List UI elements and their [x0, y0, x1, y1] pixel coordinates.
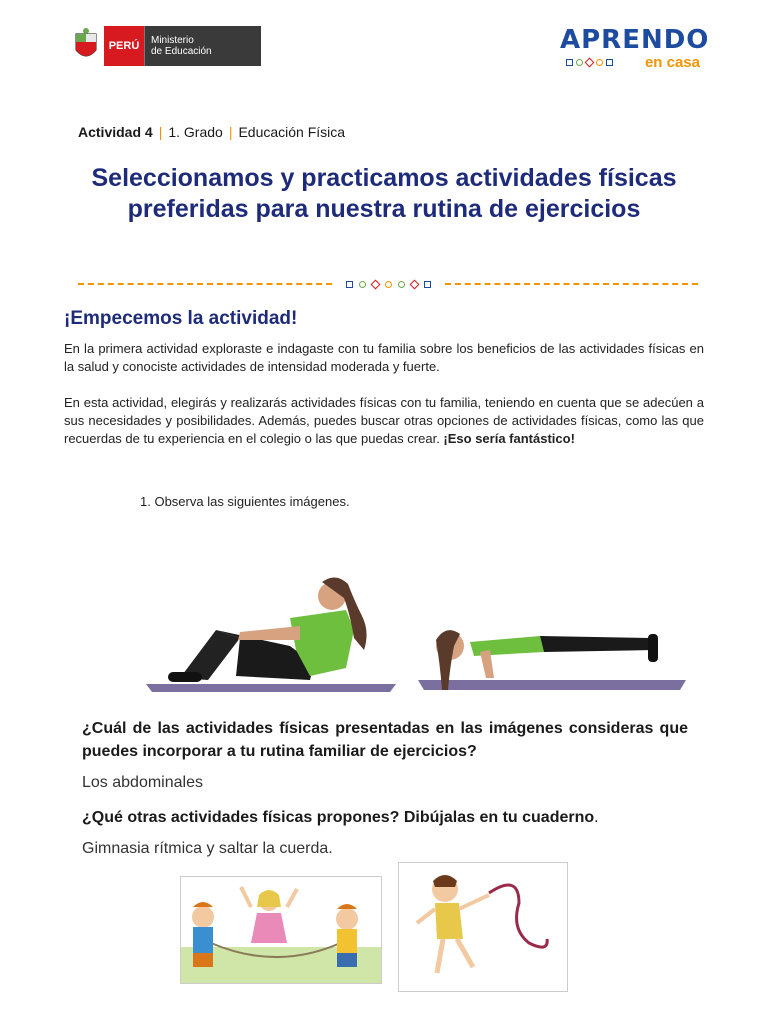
question-1: ¿Cuál de las actividades físicas presentadas en las imágenes consideras que puedes incorporar a tu rutina familiar de ejercicios?: [82, 720, 688, 760]
answer-1: Los abdominales: [82, 774, 203, 791]
brand-shapes-icon: [566, 59, 613, 66]
paragraph-2: [64, 394, 704, 448]
situp-illustration: [140, 560, 400, 700]
activity-label: Actividad 4: [78, 124, 153, 140]
grade-label: 1. Grado: [168, 124, 223, 140]
question-2-end: .: [594, 809, 599, 826]
brand-top: APRENDO: [560, 25, 710, 55]
rhythmic-gymnastics-drawing: [398, 862, 568, 992]
subject-label: Educación Física: [238, 124, 346, 140]
paragraph-2-text: En esta actividad, elegirás y realizarás actividades físicas con tu familia, teniendo en cuenta que se adecúen a sus necesidades y posibilidades. Además, puedes buscar otras opciones de actividades físicas, como las que recuerdas de tu experiencia en el colegio o las que puedas crear.: [64, 395, 704, 446]
separator: |: [158, 124, 163, 140]
answer-2: Gimnasia rítmica y saltar la cuerda.: [82, 840, 333, 857]
jump-rope-drawing: [180, 876, 382, 984]
paragraph-1: En la primera actividad exploraste e indagaste con tu familia sobre los beneficios de las actividades físicas en la salud y conociste actividades de intensidad moderada y fuerte.: [64, 341, 704, 374]
step-1: 1. Observa las siguientes imágenes.: [140, 494, 350, 509]
separator: |: [228, 124, 233, 140]
ministry-line2: de Educación: [151, 46, 212, 57]
question-2: [82, 806, 688, 829]
brand-bottom: en casa: [644, 54, 700, 71]
section-heading: ¡Empecemos la actividad!: [64, 308, 298, 329]
paragraph-2-bold: ¡Eso sería fantástico!: [443, 431, 575, 446]
ministry-label: [144, 26, 261, 66]
ministry-logo: [72, 26, 261, 66]
breadcrumb: [78, 124, 345, 140]
divider: [78, 278, 698, 290]
divider-shapes-icon: [346, 281, 431, 288]
question-2-text: ¿Qué otras actividades físicas propones? Dibújalas en tu cuaderno: [82, 809, 595, 826]
plank-illustration: [410, 600, 690, 700]
peru-label: PERÚ: [104, 26, 144, 66]
page-title: Seleccionamos y practicamos actividades físicas preferidas para nuestra rutina de ejercicios: [91, 164, 677, 223]
coat-of-arms-icon: [72, 26, 100, 66]
ministry-line1: Ministerio: [151, 35, 194, 46]
aprendo-en-casa-logo: [560, 25, 710, 71]
